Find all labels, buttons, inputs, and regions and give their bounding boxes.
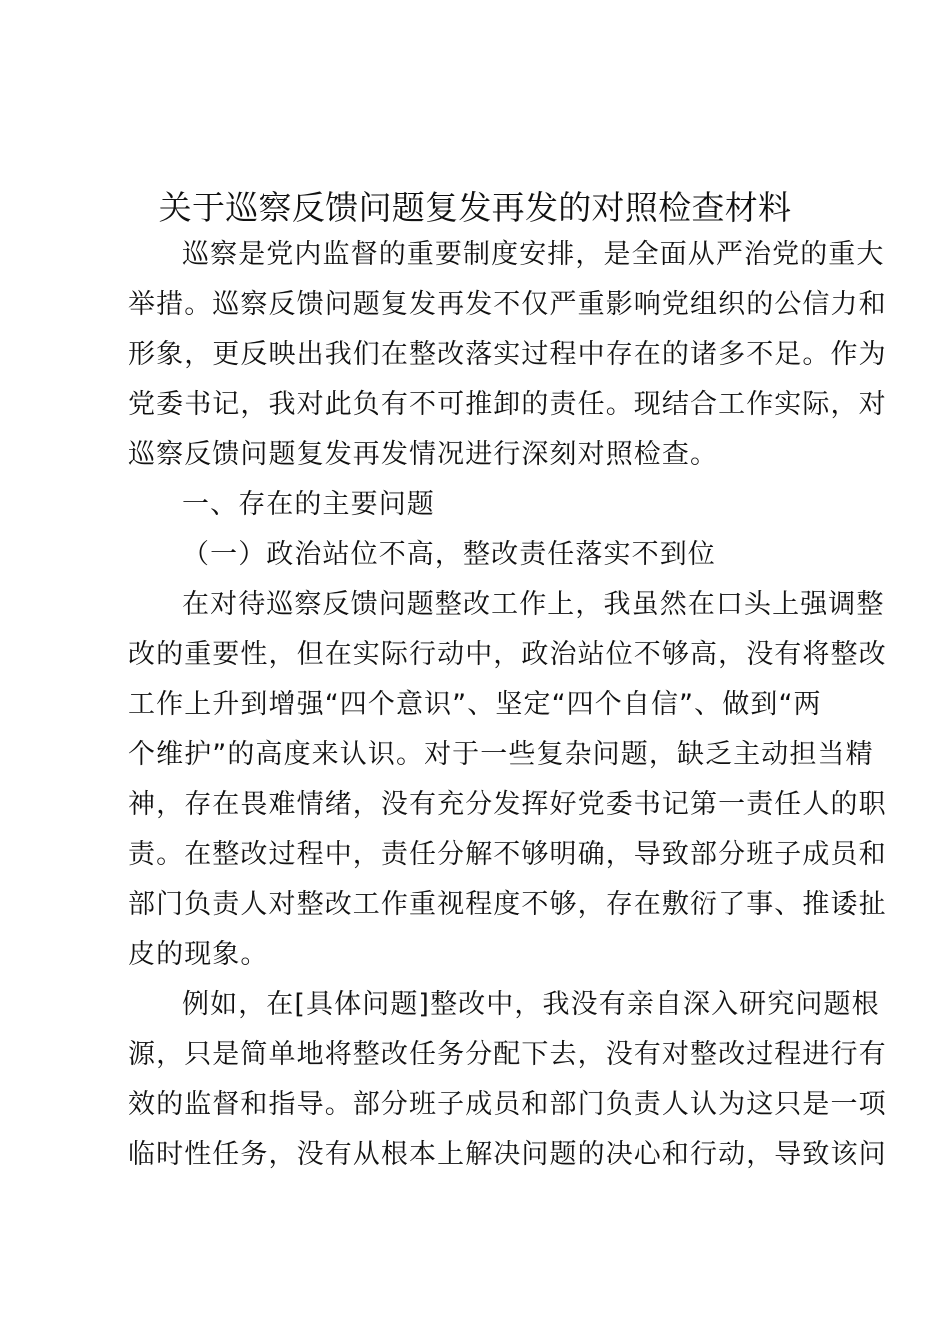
paragraph — [128, 980, 887, 1180]
text-line: 改的重要性，但在实际行动中，政治站位不够高，没有将整改 — [128, 639, 887, 670]
text-line: 巡察反馈问题复发再发情况进行深刻对照检查。 — [128, 439, 719, 470]
text-line: 党委书记，我对此负有不可推卸的责任。现结合工作实际，对 — [128, 389, 887, 420]
paragraph — [128, 530, 848, 580]
text-line: 个维护”的高度来认识。对于一些复杂问题，缺乏主动担当精 — [128, 739, 874, 770]
text-line: 巡察是党内监督的重要制度安排，是全面从严治党的重大 — [182, 239, 885, 270]
text-line: 效的监督和指导。部分班子成员和部门负责人认为这只是一项 — [128, 1089, 887, 1120]
paragraph — [128, 580, 887, 980]
document-body — [128, 230, 887, 1180]
paragraph — [128, 480, 848, 530]
text-line: 部门负责人对整改工作重视程度不够，存在敷衍了事、推诿扯 — [128, 889, 887, 920]
text-line: 形象，更反映出我们在整改落实过程中存在的诸多不足。作为 — [128, 339, 887, 370]
text-line: 皮的现象。 — [128, 939, 269, 970]
document-title: 关于巡察反馈问题复发再发的对照检查材料 — [158, 188, 792, 227]
text-line: 工作上升到增强“四个意识”、坚定“四个自信”、做到“两 — [128, 689, 822, 720]
text-line: 责。在整改过程中，责任分解不够明确，导致部分班子成员和 — [128, 839, 887, 870]
paragraph — [128, 230, 887, 480]
text-line: 源，只是简单地将整改任务分配下去，没有对整改过程进行有 — [128, 1039, 887, 1070]
text-line: 神，存在畏难情绪，没有充分发挥好党委书记第一责任人的职 — [128, 789, 887, 820]
text-line: （一）政治站位不高，整改责任落实不到位 — [182, 539, 716, 570]
text-line: 在对待巡察反馈问题整改工作上，我虽然在口头上强调整 — [182, 589, 885, 620]
text-line: 一、存在的主要问题 — [182, 489, 435, 520]
text-line: 例如，在[具体问题]整改中，我没有亲自深入研究问题根 — [182, 989, 880, 1020]
text-line: 临时性任务，没有从根本上解决问题的决心和行动，导致该问 — [128, 1139, 887, 1170]
text-line: 举措。巡察反馈问题复发再发不仅严重影响党组织的公信力和 — [128, 289, 887, 320]
